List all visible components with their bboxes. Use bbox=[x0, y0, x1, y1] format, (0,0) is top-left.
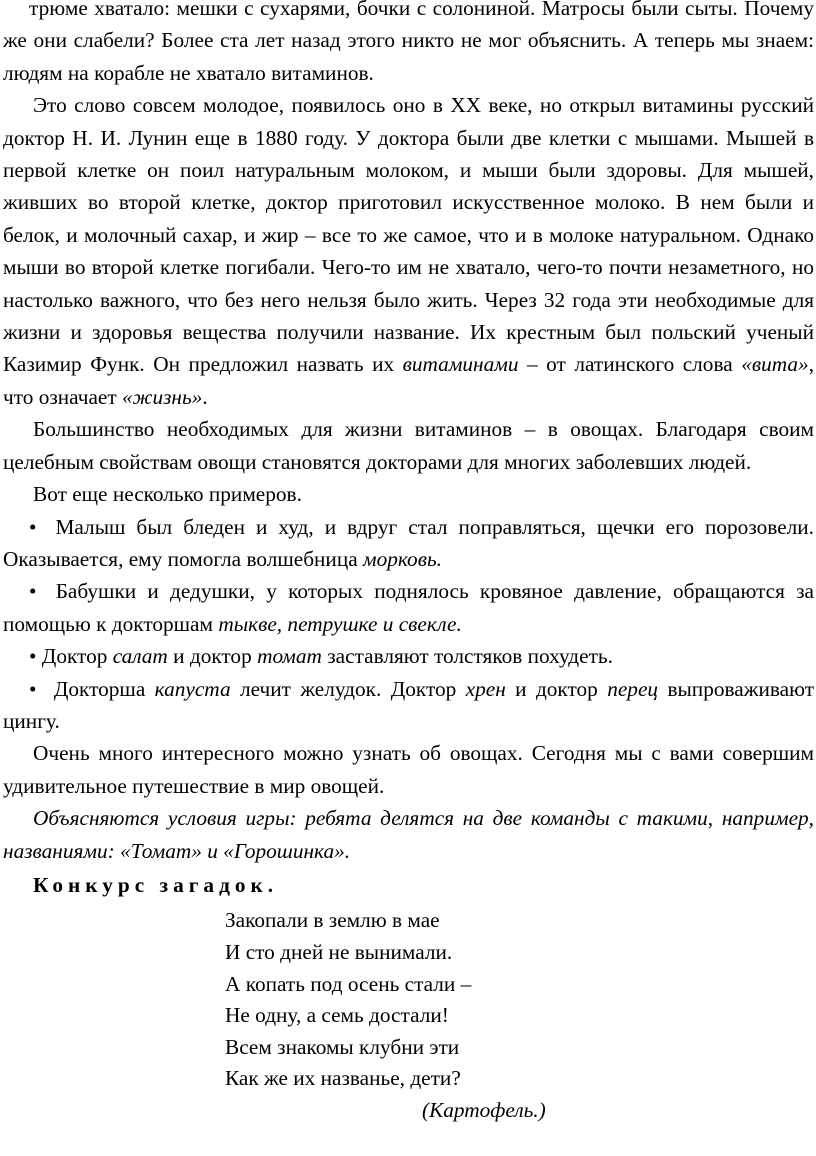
paragraph-2-text-d: . bbox=[202, 384, 208, 409]
section-title: Конкурс загадок. bbox=[33, 872, 279, 897]
emphasis-kapusta: капуста bbox=[154, 676, 231, 701]
bullet-3-text-c: заставляют толстяков похудеть. bbox=[321, 644, 613, 669]
bullet-icon: • bbox=[29, 579, 37, 604]
poem-line: Закопали в землю в мае bbox=[225, 908, 440, 933]
bullet-2-text: Бабушки и дедушки, у которых поднялось кровяное давление, обращаются за помощью к докторшам bbox=[3, 579, 815, 636]
bullet-4-text-c: и доктор bbox=[505, 676, 608, 701]
paragraph-2 bbox=[3, 89, 814, 413]
poem-line: Всем знакомы клубни эти bbox=[225, 1034, 460, 1059]
paragraph-4: Вот еще несколько примеров. bbox=[33, 482, 302, 507]
riddle-poem bbox=[225, 905, 814, 1095]
paragraph-2-text-c: , что означает bbox=[3, 352, 815, 409]
bullet-item-2 bbox=[3, 575, 814, 640]
emphasis-vita: «вита» bbox=[741, 352, 809, 377]
riddle-answer: (Картофель.) bbox=[422, 1097, 546, 1122]
bullet-item-1 bbox=[3, 511, 814, 576]
paragraph-2-text-b: – от латинского слова bbox=[518, 352, 742, 377]
game-rules-paragraph: Объясняются условия игры: ребята делятся на две команды с такими, например, названиями: «Томат» и «Горошинка». bbox=[3, 806, 814, 863]
bullet-item-4 bbox=[3, 673, 814, 738]
bullet-3-text-b: и доктор bbox=[167, 644, 258, 669]
bullet-1-text: Малыш был бледен и худ, и вдруг стал поправляться, щечки его порозовели. Оказывается, ему помогла волшебница bbox=[3, 514, 814, 571]
bullet-4-text-d: выпроваживают цингу. bbox=[3, 676, 815, 733]
emphasis-perec: перец bbox=[607, 676, 659, 701]
emphasis-vitaminami: витаминами bbox=[402, 352, 519, 377]
bullet-icon: • bbox=[29, 514, 37, 539]
paragraph-3: Большинство необходимых для жизни витаминов – в овощах. Благодаря своим целебным свойствам овощи становятся докторами для многих заболевших людей. bbox=[3, 417, 814, 474]
paragraph-5: Очень много интересного можно узнать об овощах. Сегодня мы с вами совершим удивительное путешествие в мир овощей. bbox=[3, 741, 814, 798]
paragraph-2-text-a: Это слово совсем молодое, появилось оно в XX веке, но открыл витамины русский доктор Н. И. Лунин еще в 1880 году. У доктора были две клетки с мышами. Мышей в первой клетке он поил натуральным молоком, и мыши были здоровы. Для мышей, живших во второй клетке, доктор приготовил искусственное молоко. В нем были и белок, и молочный сахар, и жир – все то же самое, что и в молоке натуральном. Однако мыши во второй клетке погибали. Чего-то им не хватало, чего-то почти незаметного, но настолько важного, что без него нельзя было жить. Через 32 года эти необходимые для жизни и здоровья вещества получили название. Их крестным был польский ученый Казимир Функ. Он предложил назвать их bbox=[3, 93, 814, 377]
emphasis-zhizn: «жизнь» bbox=[122, 384, 203, 409]
paragraph-1: трюме хватало: мешки с сухарями, бочки с солониной. Матросы были сыты. Почему же они слабели? Более ста лет назад этого никто не мог объяснить. А теперь мы знаем: людям на корабле не хватало витаминов. bbox=[3, 0, 814, 85]
bullet-icon: • bbox=[29, 644, 37, 669]
emphasis-salat: салат bbox=[112, 644, 168, 669]
bullet-4-text-a: Докторша bbox=[53, 676, 155, 701]
bullet-1-emphasis: морковь. bbox=[363, 546, 442, 571]
poem-line: И сто дней не вынимали. bbox=[225, 939, 453, 964]
bullet-3-text-a: Доктор bbox=[41, 644, 113, 669]
bullet-2-emphasis: тыкве, петрушке и свекле. bbox=[218, 611, 462, 636]
poem-line: А копать под осень стали – bbox=[225, 971, 472, 996]
poem-line: Как же их названье, дети? bbox=[225, 1066, 461, 1091]
bullet-4-text-b: лечит желудок. Доктор bbox=[230, 676, 466, 701]
bullet-item-3 bbox=[3, 640, 814, 672]
poem-line: Не одну, а семь достали! bbox=[225, 1003, 449, 1028]
bullet-icon: • bbox=[29, 676, 37, 701]
emphasis-hren: хрен bbox=[465, 676, 506, 701]
emphasis-tomat: томат bbox=[257, 644, 322, 669]
